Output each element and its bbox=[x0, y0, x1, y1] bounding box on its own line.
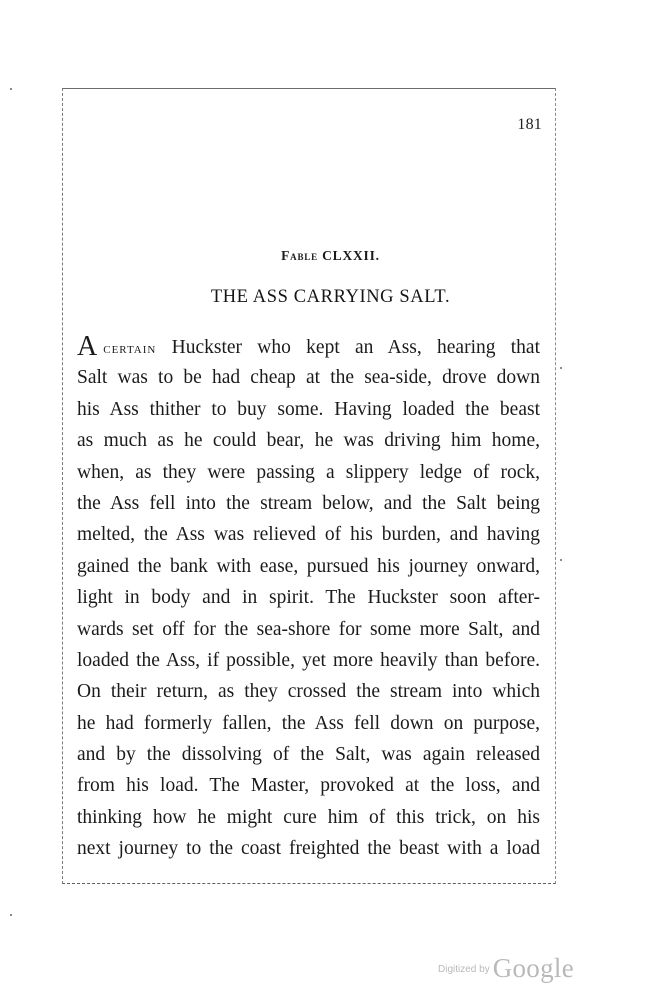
opening-word: certain bbox=[103, 340, 157, 357]
body-line: he had formerly fallen, the Ass fell down on purpose, bbox=[77, 712, 540, 734]
body-line: thinking how he might cure him of this trick, on his bbox=[77, 806, 540, 828]
body-line: wards set off for the sea-shore for some more Salt, and bbox=[77, 618, 540, 640]
body-line: his Ass thither to buy some. Having loaded the beast bbox=[77, 398, 540, 420]
fable-label: Fable bbox=[281, 248, 318, 263]
body-line: gained the bank with ease, pursued his journey onward, bbox=[77, 555, 540, 577]
digitized-by-google-watermark bbox=[438, 953, 574, 984]
body-line: from his load. The Master, provoked at the loss, and bbox=[77, 775, 540, 797]
scan-mark-left bbox=[10, 88, 12, 90]
body-line: light in body and in spirit. The Huckster soon after- bbox=[77, 587, 540, 609]
watermark-brand: Google bbox=[492, 953, 574, 983]
fable-number bbox=[0, 248, 661, 264]
watermark-prefix: Digitized by bbox=[438, 964, 490, 975]
body-line: next journey to the coast freighted the beast with a load bbox=[77, 838, 540, 860]
body-line: and by the dissolving of the Salt, was again released bbox=[77, 744, 540, 766]
body-line: Salt was to be had cheap at the sea-side, drove down bbox=[77, 367, 540, 389]
drop-initial: A bbox=[77, 331, 98, 362]
body-line: melted, the Ass was relieved of his burden, and having bbox=[77, 524, 540, 546]
body-line: as much as he could bear, he was driving him home, bbox=[77, 430, 540, 452]
body-line: the Ass fell into the stream below, and the Salt being bbox=[77, 492, 540, 514]
page-number: 181 bbox=[517, 116, 542, 133]
fable-body bbox=[77, 331, 540, 865]
body-line bbox=[77, 331, 540, 362]
body-line: On their return, as they crossed the stream into which bbox=[77, 681, 540, 703]
body-line: when, as they were passing a slippery ledge of rock, bbox=[77, 461, 540, 483]
fable-roman-numeral: CLXXII. bbox=[322, 248, 380, 263]
scan-mark-right-top bbox=[560, 367, 562, 369]
scan-mark-bottom bbox=[10, 914, 12, 916]
line-1-text: Huckster who kept an Ass, hearing that bbox=[171, 337, 540, 358]
fable-title: THE ASS CARRYING SALT. bbox=[210, 287, 451, 307]
scan-mark-right-mid bbox=[560, 559, 562, 561]
body-line: loaded the Ass, if possible, yet more heavily than before. bbox=[77, 649, 540, 671]
